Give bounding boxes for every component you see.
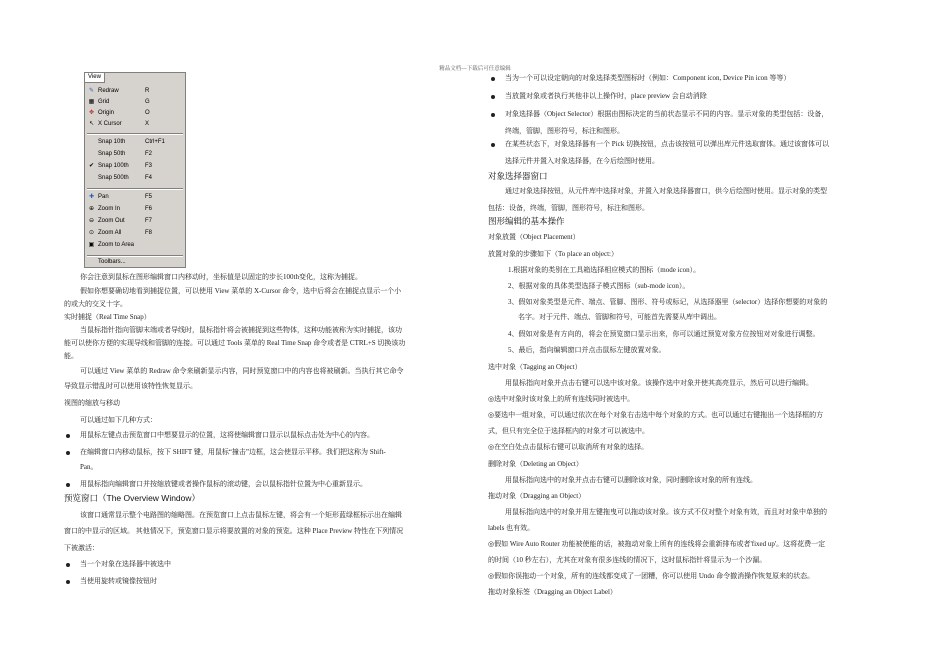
list-item: 2、根据对象的具体类型选择子模式图标（sub-mode icon）。 <box>508 282 690 290</box>
paragraph: 可以通过 View 菜单的 Redraw 命令来刷新显示内容，同时预览窗口中的内容也将被刷新。当执行其它命令 <box>80 367 404 375</box>
menu-separator <box>87 133 183 135</box>
paragraph: 该窗口通常显示整个电路图的缩略图。在预览窗口上点击鼠标左键，将会有一个矩形蓝绿框标示出在编辑 <box>80 511 402 519</box>
zoom-all-icon: ⊙ <box>88 230 95 236</box>
bullet-icon <box>66 563 70 567</box>
paragraph: 用鼠标指向对象并点击右键可以选中该对象。该操作选中对象并使其高亮显示，然后可以进行编辑。 <box>505 379 813 387</box>
paragraph: 可以通过如下几种方式： <box>80 416 157 424</box>
snap-50th-blank-icon <box>88 151 95 158</box>
paragraph: 放置对象的步骤如下（To place an object:） <box>488 250 618 258</box>
zoom-in-icon: ⊕ <box>88 206 95 212</box>
list-item: 在某些状态下，对象选择器有一个 Pick 切换按钮，点击该按钮可以弹出库元件选取窗体。通过该窗体可以 <box>505 140 829 148</box>
paragraph: 窗口的中显示的区域。 其他情况下，预览窗口显示将要放置的对象的预览。这种 Place Preview 特性在下列情况 <box>64 527 404 535</box>
origin-icon: ✥ <box>88 110 95 116</box>
subheading-real-time-snap: 实时捕捉（Real Time Snap） <box>64 313 151 321</box>
subheading-tagging: 选中对象（Tagging an Object） <box>488 363 582 371</box>
menu-item-label: Zoom to Area <box>98 242 135 248</box>
paragraph: 的或大的交叉十字。 <box>64 300 127 308</box>
menu-item-origin[interactable] <box>85 108 185 119</box>
bullet-icon <box>491 77 495 81</box>
menu-item-label: Snap 500th <box>98 175 129 181</box>
menu-item-label: Snap 100th <box>98 163 129 169</box>
view-menu <box>84 72 186 268</box>
menu-item-shortcut: X <box>145 121 150 127</box>
paragraph: 的时间（10 秒左右），尤其在对象有很多连线的情况下，这时鼠标指针将显示为一个沙漏。 <box>488 556 767 564</box>
list-item: 当放置对象或者执行其他非以上操作时，place preview 会自动消除 <box>505 92 707 100</box>
menu-item-shortcut: R <box>145 88 150 94</box>
menu-item-shortcut: F4 <box>145 175 153 181</box>
paragraph: 用鼠标指向选中的对象并点击右键可以删除该对象，同时删除该对象的所有连线。 <box>505 476 757 484</box>
list-item: 4、假如对象是有方向的，将会在预览窗口显示出来，你可以通过预览对象方位按钮对对象进行调整。 <box>508 330 820 338</box>
paragraph: ◎在空白处点击鼠标右键可以取消所有对象的选择。 <box>488 443 649 451</box>
menu-item-label: Origin <box>98 110 115 116</box>
menu-item-redraw[interactable] <box>85 86 185 97</box>
list-item: 3、假如对象类型是元件、端点、管脚、图形、符号或标记，从选择器里（selector）选择你想要的对象的 <box>508 298 828 306</box>
paragraph: 导致显示错乱时可以使用该特性恢复显示。 <box>64 382 197 390</box>
menu-item-snap-100th[interactable] <box>85 161 185 172</box>
menu-item-label: Zoom Out <box>98 218 125 224</box>
paragraph: labels 也有效。 <box>488 524 535 532</box>
menu-item-shortcut: F6 <box>145 206 153 212</box>
snap-500th-blank-icon <box>88 175 95 182</box>
paragraph: 式，但只有完全位于选择框内的对象才可以被选中。 <box>488 427 649 435</box>
paragraph: 包括：设备，终端，管脚，图形符号，标注和图形。 <box>488 204 649 212</box>
subheading-placement: 对象放置（Object Placement） <box>488 233 580 241</box>
paragraph: 能可以使你方便的实现导线和管脚的连接。可以通过 Tools 菜单的 Real Time Snap 命令或者是 CTRL+S 切换该功 <box>64 339 406 347</box>
menu-item-shortcut: F8 <box>145 230 153 236</box>
section-heading-overview: 预览窗口（The Overview Window） <box>64 493 201 503</box>
list-item: 在编辑窗口内移动鼠标，按下 SHIFT 键，用鼠标“撞击”边框，这会使显示平移。我们把这称为 Shift- <box>80 448 386 456</box>
menu-item-snap-500th[interactable] <box>85 173 185 184</box>
zoom-area-icon: ▣ <box>88 242 95 248</box>
menu-item-label: Snap 10th <box>98 139 126 145</box>
paragraph: 用鼠标指向选中的对象并用左键拖曳可以拖动该对象。该方式不仅对整个对象有效，而且对对象中单独的 <box>505 508 827 516</box>
menu-item-snap-50th[interactable] <box>85 149 185 160</box>
menu-item-pan[interactable] <box>85 192 185 203</box>
list-item: 选择元件并置入对象选择器，在今后绘图时使用。 <box>505 157 659 165</box>
paragraph: ◎假如 Wire Auto Router 功能被使能的话，被拖动对象上所有的连线将会重新排布或者'fixed up'。这将花费一定 <box>488 540 826 548</box>
section-heading-basic-operations: 图形编辑的基本操作 <box>488 216 565 226</box>
menu-item-label: Redraw <box>98 88 119 94</box>
subheading-deleting: 删除对象（Deleting an Object） <box>488 460 583 468</box>
list-item: 对象选择器（Object Selector）根据由图标决定的当前状态显示不同的内容。显示对象的类型包括：设备， <box>505 110 829 118</box>
menu-item-label: Zoom All <box>98 230 122 236</box>
menu-item-shortcut: F7 <box>145 218 153 224</box>
menu-item-label: Grid <box>98 99 110 105</box>
menu-separator <box>87 188 183 190</box>
redraw-icon: ✎ <box>88 88 95 94</box>
paragraph: ◎假如你误拖动一个对象，所有的连线都变成了一团糟，你可以使用 Undo 命令撤消操作恢复原来的状态。 <box>488 572 815 580</box>
paragraph: 下被激活： <box>64 544 99 552</box>
menu-item-shortcut: F2 <box>145 151 153 157</box>
bullet-icon <box>491 113 495 117</box>
paragraph: 当鼠标指针指向管脚末端或者导线时，鼠标指针将会被捕捉到这些物体，这种功能被称为实时捕捉，该功 <box>80 326 402 334</box>
menu-title-view[interactable]: View <box>85 73 105 83</box>
section-heading-object-selector: 对象选择器窗口 <box>488 171 548 181</box>
menu-item-snap-10th[interactable] <box>85 137 185 148</box>
toolbars-blank-icon <box>88 259 95 266</box>
list-item: 1.根据对象的类别在工具箱选择相应模式的图标（mode icon）。 <box>508 266 701 274</box>
bullet-icon <box>66 434 70 438</box>
menu-item-label: Snap 50th <box>98 151 126 157</box>
paragraph: ◎要选中一组对象，可以通过依次在每个对象右击选中每个对象的方式。也可以通过右键拖出一个选择框的方 <box>488 411 824 419</box>
menu-item-label: Toolbars... <box>98 259 126 265</box>
list-item: 5、最后，指向编辑窗口并点击鼠标左键放置对象。 <box>508 346 666 354</box>
paragraph: 能。 <box>64 352 78 360</box>
menu-item-shortcut: F3 <box>145 163 153 169</box>
subheading-dragging: 拖动对象（Dragging an Object） <box>488 492 586 500</box>
bullet-icon <box>491 143 495 147</box>
paragraph: ◎选中对象时该对象上的所有连线同时被选中。 <box>488 395 635 403</box>
cursor-icon: ↖ <box>88 121 95 127</box>
list-item: 用鼠标指向编辑窗口并按缩放键或者操作鼠标的滚动键，会以鼠标指针位置为中心重新显示。 <box>80 480 367 488</box>
paragraph: 假如你想要确切地看到捕捉位置，可以使用 View 菜单的 X-Cursor 命令，选中后将会在捕捉点显示一个小 <box>80 287 402 295</box>
bullet-icon <box>491 95 495 99</box>
list-item: 名字。对于元件、端点、管脚和符号，可能首先需要从库中调出。 <box>518 313 721 321</box>
subheading-drag-label: 拖动对象标签（Dragging an Object Label） <box>488 588 617 596</box>
list-item: 用鼠标左键点击预览窗口中想要显示的位置，这将使编辑窗口显示以鼠标点击处为中心的内容。 <box>80 431 374 439</box>
menu-item-shortcut: F5 <box>145 194 153 200</box>
subheading-zoom: 视图的缩放与移动 <box>64 399 120 407</box>
grid-icon: ▦ <box>88 99 95 105</box>
paragraph: 通过对象选择按钮，从元件库中选择对象，并置入对象选择器窗口，供今后绘图时使用。显示对象的类型 <box>505 187 827 195</box>
menu-item-grid[interactable] <box>85 97 185 108</box>
menu-item-shortcut: Ctrl+F1 <box>145 139 165 145</box>
bullet-icon <box>66 580 70 584</box>
menu-item-x-cursor[interactable] <box>85 119 185 130</box>
paragraph: 你会注意到鼠标在图形编辑窗口内移动时，坐标值是以固定的步长100th变化，这称为捕捉。 <box>80 273 362 281</box>
list-item: 终端，管脚，图形符号，标注和图形。 <box>505 127 624 135</box>
list-item: 当使用旋转或镜像按钮时 <box>80 577 157 585</box>
zoom-out-icon: ⊖ <box>88 218 95 224</box>
page-header: 精品文档---下载后可任意编辑 <box>439 66 511 72</box>
list-item: 当为一个可以设定朝向的对象选择类型图标时（例如：Component icon, Device Pin icon 等等） <box>505 74 791 82</box>
checkmark-icon: ✔ <box>88 163 95 169</box>
menu-item-label: Zoom In <box>98 206 121 212</box>
pan-icon: ✚ <box>88 194 95 200</box>
menu-item-label: Pan <box>98 194 109 200</box>
snap-10th-blank-icon <box>88 139 95 146</box>
list-item: Pan。 <box>80 463 98 471</box>
list-item: 当一个对象在选择器中被选中 <box>80 560 171 568</box>
menu-item-zoom-in[interactable] <box>85 204 185 215</box>
menu-item-shortcut: G <box>145 99 150 105</box>
menu-item-toolbars[interactable] <box>85 257 185 268</box>
bullet-icon <box>66 483 70 487</box>
menu-item-label: X Cursor <box>98 121 122 127</box>
menu-item-zoom-to-area[interactable] <box>85 240 185 251</box>
menu-item-zoom-all[interactable] <box>85 228 185 239</box>
bullet-icon <box>66 451 70 455</box>
menu-item-shortcut: O <box>145 110 150 116</box>
menu-item-zoom-out[interactable] <box>85 216 185 227</box>
